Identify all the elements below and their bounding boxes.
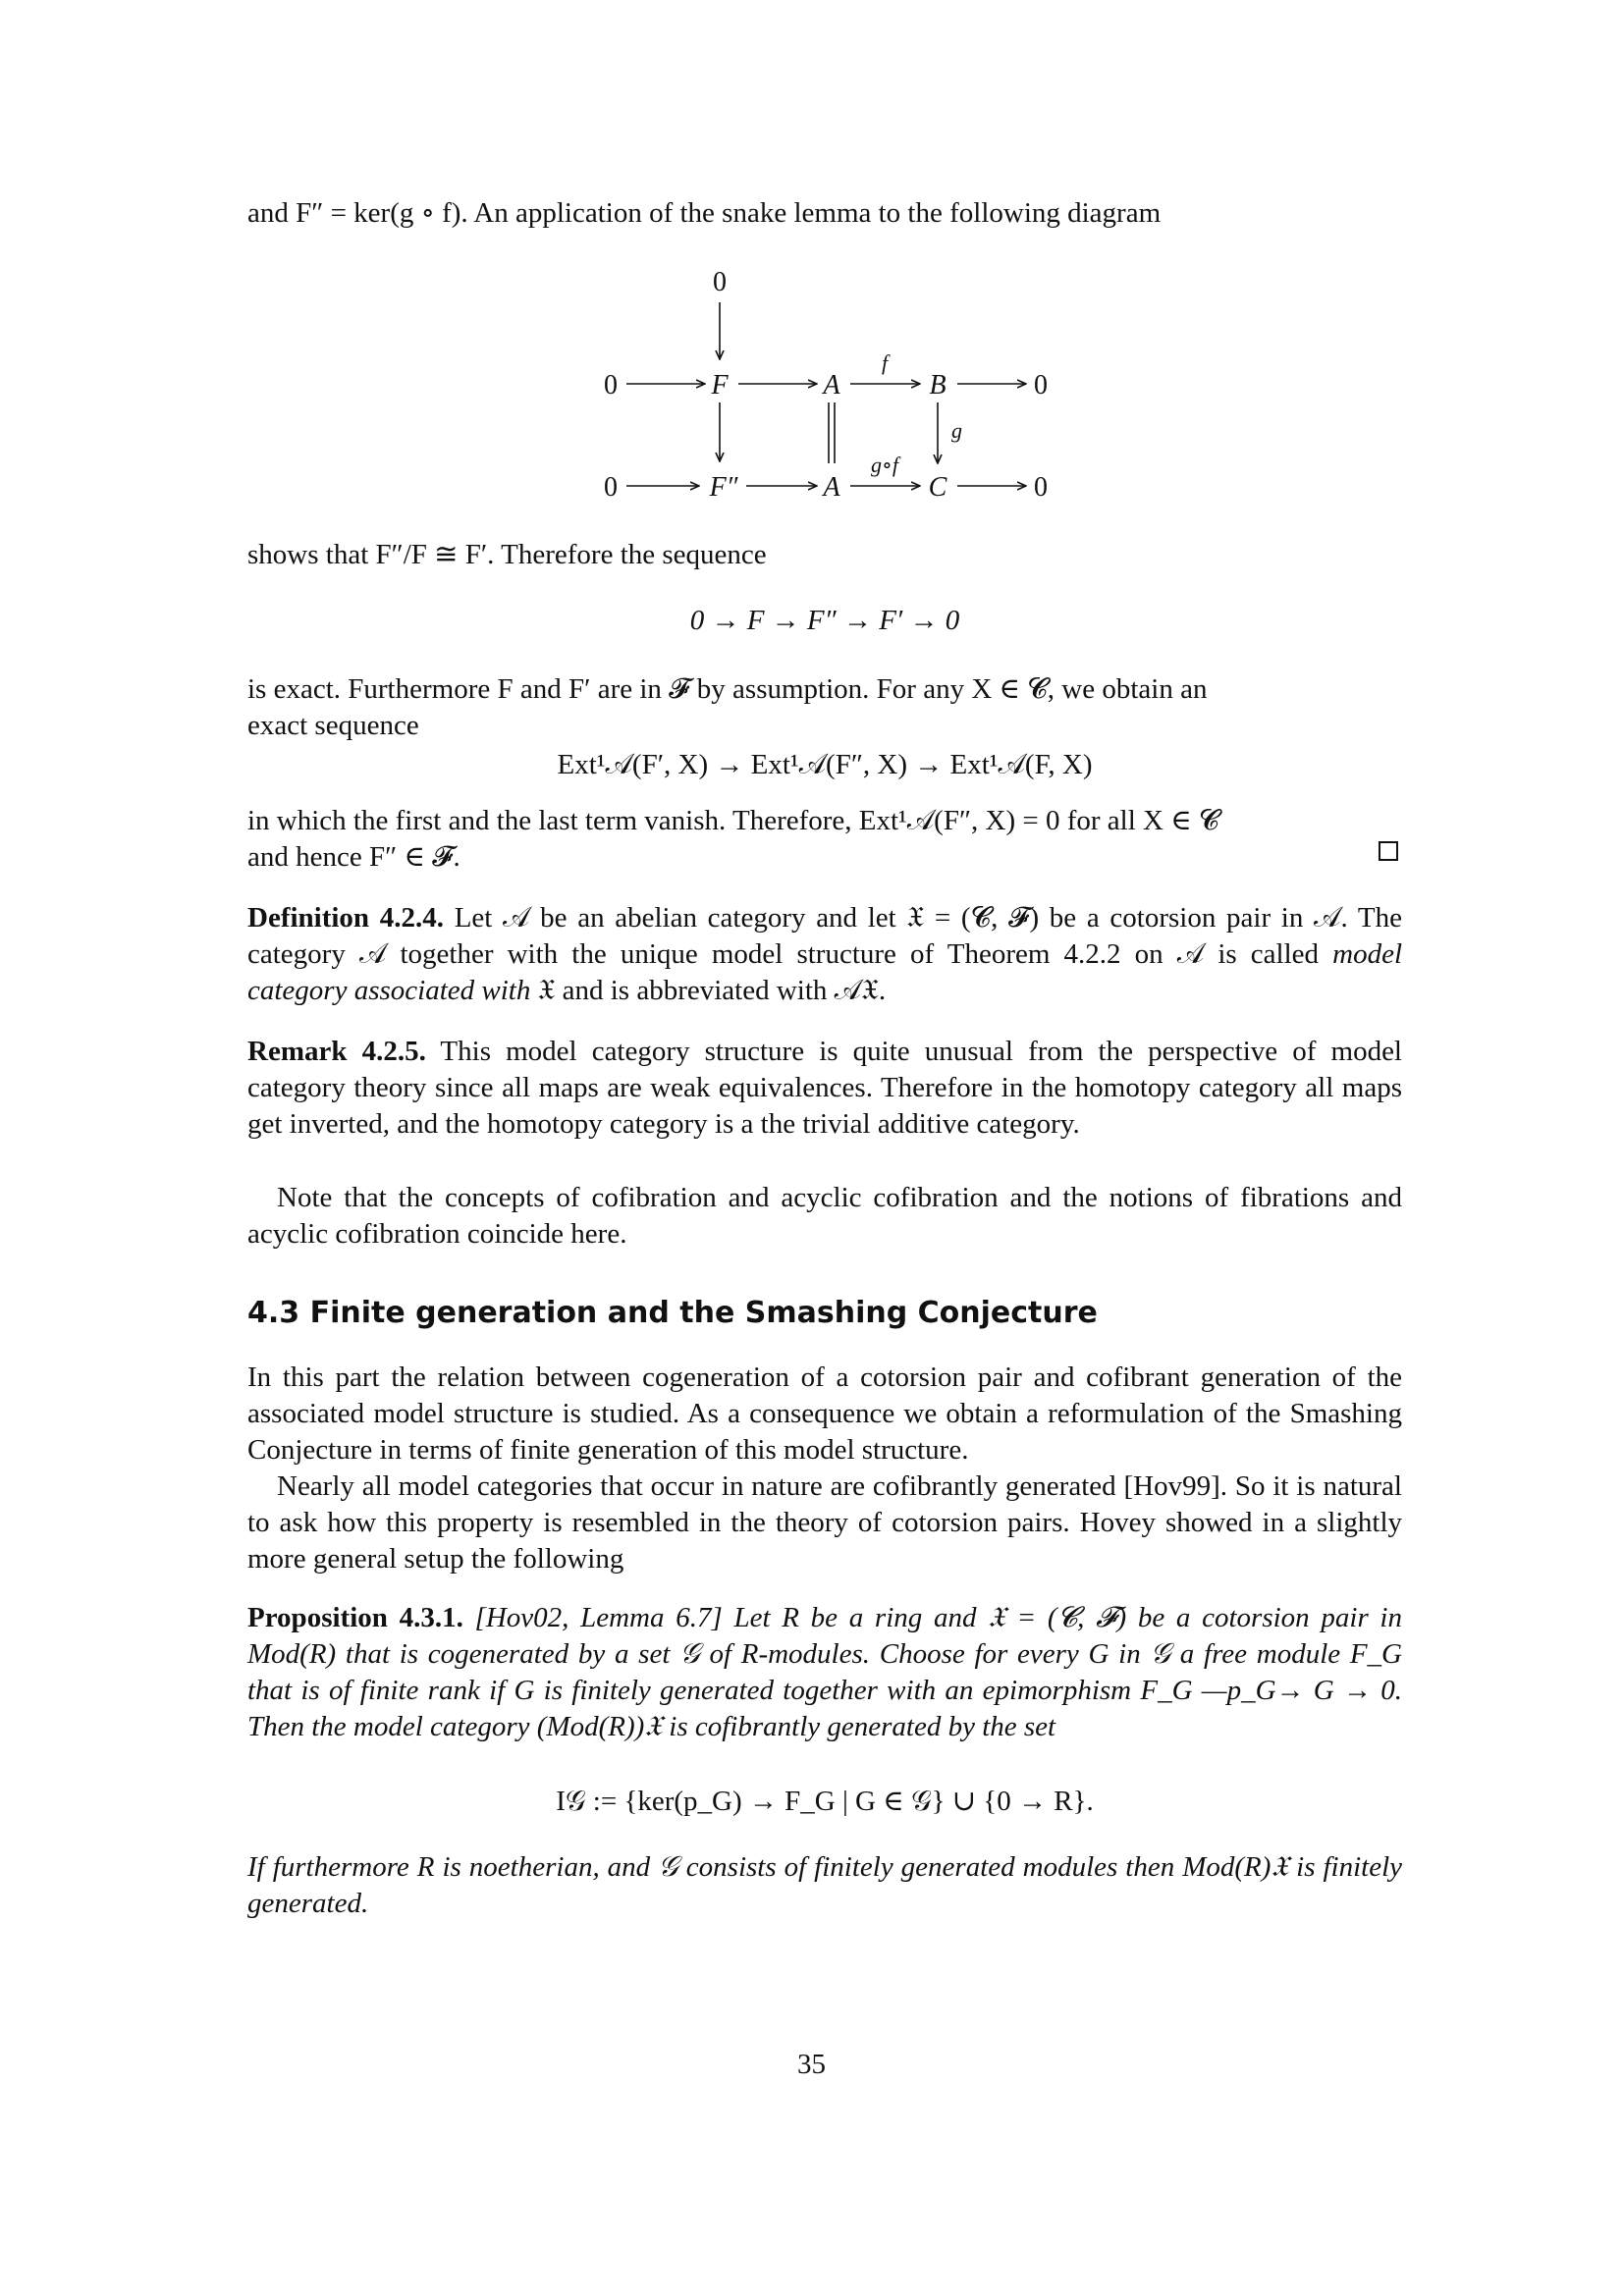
row1-A: A (823, 370, 840, 400)
proposition-tail: If furthermore R is noetherian, and 𝒢 consists of finitely generated modules then Mod(R)𝔛 is finitely generated. (247, 1851, 1402, 1919)
row2-A: A (823, 472, 840, 503)
vanish-line-1: in which the first and the last term vanish. Therefore, Ext¹𝒜(F″, X) = 0 for all X ∈ 𝓒 (247, 805, 1219, 836)
lead-line: and F″ = ker(g ∘ f). An application of the snake lemma to the following diagram (247, 197, 1162, 229)
row1-B: B (929, 370, 947, 400)
definition-term: model category associated with (247, 938, 1402, 1006)
label-g: g (951, 418, 962, 443)
row1-zero-left: 0 (604, 370, 618, 400)
after-diagram-line: shows that F″/F ≅ F′. Therefore the sequence (247, 539, 767, 570)
proposition-equation: I𝒢 := {ker(p_G) → F_G | G ∈ 𝒢} ∪ {0 → R}. (556, 1786, 1094, 1817)
ext-equation: Ext¹𝒜(F′, X) → Ext¹𝒜(F″, X) → Ext¹𝒜(F, X) (557, 749, 1093, 780)
exact-line-2: exact sequence (247, 710, 419, 741)
section-intro-paragraph-1: In this part the relation between cogeneration of a cotorsion pair and cofibrant generation of the associated model structure is studied. As a consequence we obtain a reformulation of the Smashing Conjecture in terms of finite generation of this model structure. (247, 1362, 1402, 1466)
proposition-paragraph (247, 1600, 1402, 1745)
definition-heading: Definition 4.2.4. (247, 902, 444, 934)
definition-paragraph (247, 900, 1402, 1009)
label-gf: g∘f (871, 453, 898, 477)
row2-zero-right: 0 (1034, 472, 1048, 503)
section-intro-paragraph-2: Nearly all model categories that occur in nature are cofibrantly generated [Hov99]. So it is natural to ask how this property is resembled in the theory of cotorsion pairs. Hovey showed in a slightly more general setup the following (247, 1470, 1402, 1575)
row1-F: F (711, 370, 729, 400)
exact-line-1: is exact. Furthermore F and F′ are in 𝓕 by assumption. For any X ∈ 𝓒, we obtain an (247, 673, 1208, 705)
definition-body-1: Let 𝒜 be an abelian category and let 𝔛 = (𝓒, 𝓕) be a cotorsion pair in 𝒜. The category 𝒜 together with the unique model structure of Theorem 4.2.2 on 𝒜 is called (247, 902, 1402, 970)
row1-zero-right: 0 (1034, 370, 1048, 400)
row2-C: C (928, 472, 947, 503)
row2-Fpp: F″ (709, 472, 738, 503)
sequence-equation: 0 → F → F″ → F′ → 0 (689, 605, 960, 636)
label-f: f (881, 350, 889, 375)
remark-paragraph (247, 1034, 1402, 1143)
snake-lemma-diagram (0, 255, 1623, 579)
remark-heading: Remark 4.2.5. (247, 1036, 426, 1067)
page-number: 35 (797, 2049, 826, 2080)
section-title: 4.3 Finite generation and the Smashing Conjecture (247, 1296, 1098, 1330)
qed-symbol (1379, 841, 1398, 861)
remark-body: This model category structure is quite unusual from the perspective of model category theory since all maps are weak equivalences. Therefore in the homotopy category all maps get inverted, and the homotopy category is a the trivial additive category. (247, 1036, 1402, 1140)
diagram-top-zero: 0 (713, 267, 727, 297)
proposition-heading: Proposition 4.3.1. (247, 1602, 463, 1633)
proposition-body: [Hov02, Lemma 6.7] Let R be a ring and 𝔛 = (𝓒, 𝓕) be a cotorsion pair in Mod(R) that is cogenerated by a set 𝒢 of R-modules. Choose for every G in 𝒢 a free module F_G that is of finite rank if G is finitely generated together with an epimorphism F_G —p_G→ G → 0. Then the model category (Mod(R))𝔛 is cofibrantly generated by the set (247, 1602, 1402, 1742)
remark-note: Note that the concepts of cofibration and acyclic cofibration and the notions of fibrations and acyclic cofibration coincide here. (247, 1182, 1402, 1250)
vanish-line-2: and hence F″ ∈ 𝓕. (247, 841, 460, 873)
definition-body-2: 𝔛 and is abbreviated with 𝒜𝔛. (530, 975, 887, 1006)
row2-zero-left: 0 (604, 472, 618, 503)
